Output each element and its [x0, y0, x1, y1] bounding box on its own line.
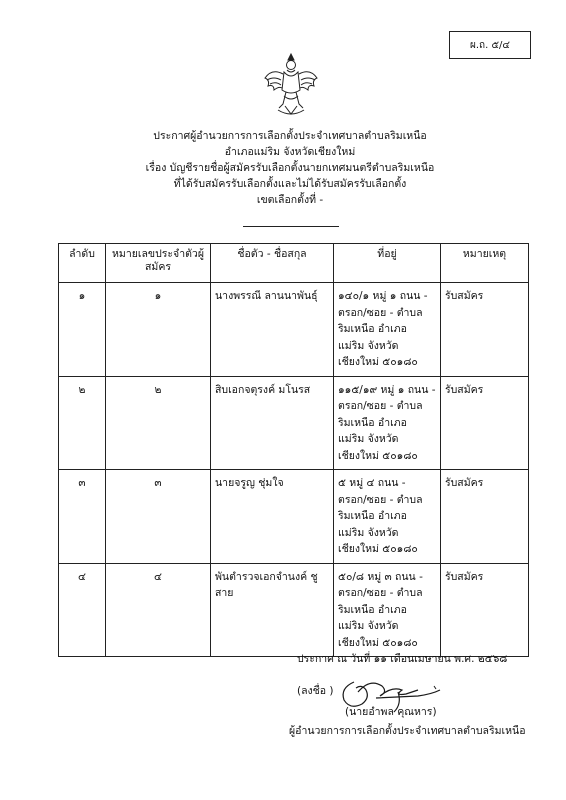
row-number: ๒: [106, 376, 211, 470]
row-number: ๓: [106, 470, 211, 564]
row-name: นายจรูญ ชุ่มใจ: [211, 470, 334, 564]
row-address: ๑๔๐/๑ หมู่ ๑ ถนน - ตรอก/ซอย - ตำบล ริมเหนือ อำเภอ แม่ริม จังหวัด เชียงใหม่ ๕๐๑๘๐: [334, 283, 441, 377]
candidates-table: [58, 243, 529, 657]
row-number: ๑: [106, 283, 211, 377]
row-name: สิบเอกจตุรงค์ มโนรส: [211, 376, 334, 470]
table-row: [59, 563, 529, 657]
table-row: [59, 376, 529, 470]
row-remark: รับสมัคร: [441, 283, 529, 377]
row-remark: รับสมัคร: [441, 376, 529, 470]
col-order-header: ลำดับ: [59, 244, 106, 283]
row-address: ๕ หมู่ ๔ ถนน - ตรอก/ซอย - ตำบล ริมเหนือ อำเภอ แม่ริม จังหวัด เชียงใหม่ ๕๐๑๘๐: [334, 470, 441, 564]
form-code: ผ.ถ. ๕/๔: [470, 39, 510, 51]
announcement-date: ประกาศ ณ วันที่ ๑๑ เดือนเมษายน พ.ศ. ๒๕๖๘: [297, 653, 508, 665]
row-number: ๔: [106, 563, 211, 657]
row-address: ๑๑๕/๑๙ หมู่ ๑ ถนน - ตรอก/ซอย - ตำบล ริมเหนือ อำเภอ แม่ริม จังหวัด เชียงใหม่ ๕๐๑๘๐: [334, 376, 441, 470]
row-order: ๒: [59, 376, 106, 470]
signer-name: (นายอำพล คุณหาร): [345, 706, 437, 718]
header-line-5: เขตเลือกตั้งที่ -: [256, 194, 324, 206]
header-divider: [243, 226, 339, 227]
signature-prefix: (ลงชื่อ ): [297, 685, 334, 697]
header-line-1: ประกาศผู้อำนวยการการเลือกตั้งประจำเทศบาลตำบลริมเหนือ: [153, 130, 427, 142]
col-address-header: ที่อยู่: [334, 244, 441, 283]
col-number-header: หมายเลขประจำตัวผู้สมัคร: [106, 244, 211, 283]
row-name: พันตำรวจเอกจำนงค์ ชูสาย: [211, 563, 334, 657]
garuda-emblem-icon: [262, 50, 320, 120]
col-name-header: ชื่อตัว - ชื่อสกุล: [211, 244, 334, 283]
header-line-3: เรื่อง บัญชีรายชื่อผู้สมัครรับเลือกตั้งนายกเทศมนตรีตำบลริมเหนือ: [145, 162, 435, 174]
table-row: [59, 283, 529, 377]
row-order: ๓: [59, 470, 106, 564]
header-line-4: ที่ได้รับสมัครรับเลือกตั้งและไม่ได้รับสมัครรับเลือกตั้ง: [173, 178, 407, 190]
header-line-2: อำเภอแม่ริม จังหวัดเชียงใหม่: [224, 146, 356, 158]
table-header-row: [59, 244, 529, 283]
announcement-header: [60, 128, 520, 208]
row-name: นางพรรณี ลานนาพันธุ์: [211, 283, 334, 377]
row-address: ๕๐/๘ หมู่ ๓ ถนน - ตรอก/ซอย - ตำบล ริมเหนือ อำเภอ แม่ริม จังหวัด เชียงใหม่ ๕๐๑๘๐: [334, 563, 441, 657]
row-remark: รับสมัคร: [441, 470, 529, 564]
signer-title: ผู้อำนวยการการเลือกตั้งประจำเทศบาลตำบลริมเหนือ: [289, 725, 526, 737]
form-code-box: [449, 31, 531, 59]
row-order: ๔: [59, 563, 106, 657]
table-row: [59, 470, 529, 564]
row-order: ๑: [59, 283, 106, 377]
col-remark-header: หมายเหตุ: [441, 244, 529, 283]
row-remark: รับสมัคร: [441, 563, 529, 657]
